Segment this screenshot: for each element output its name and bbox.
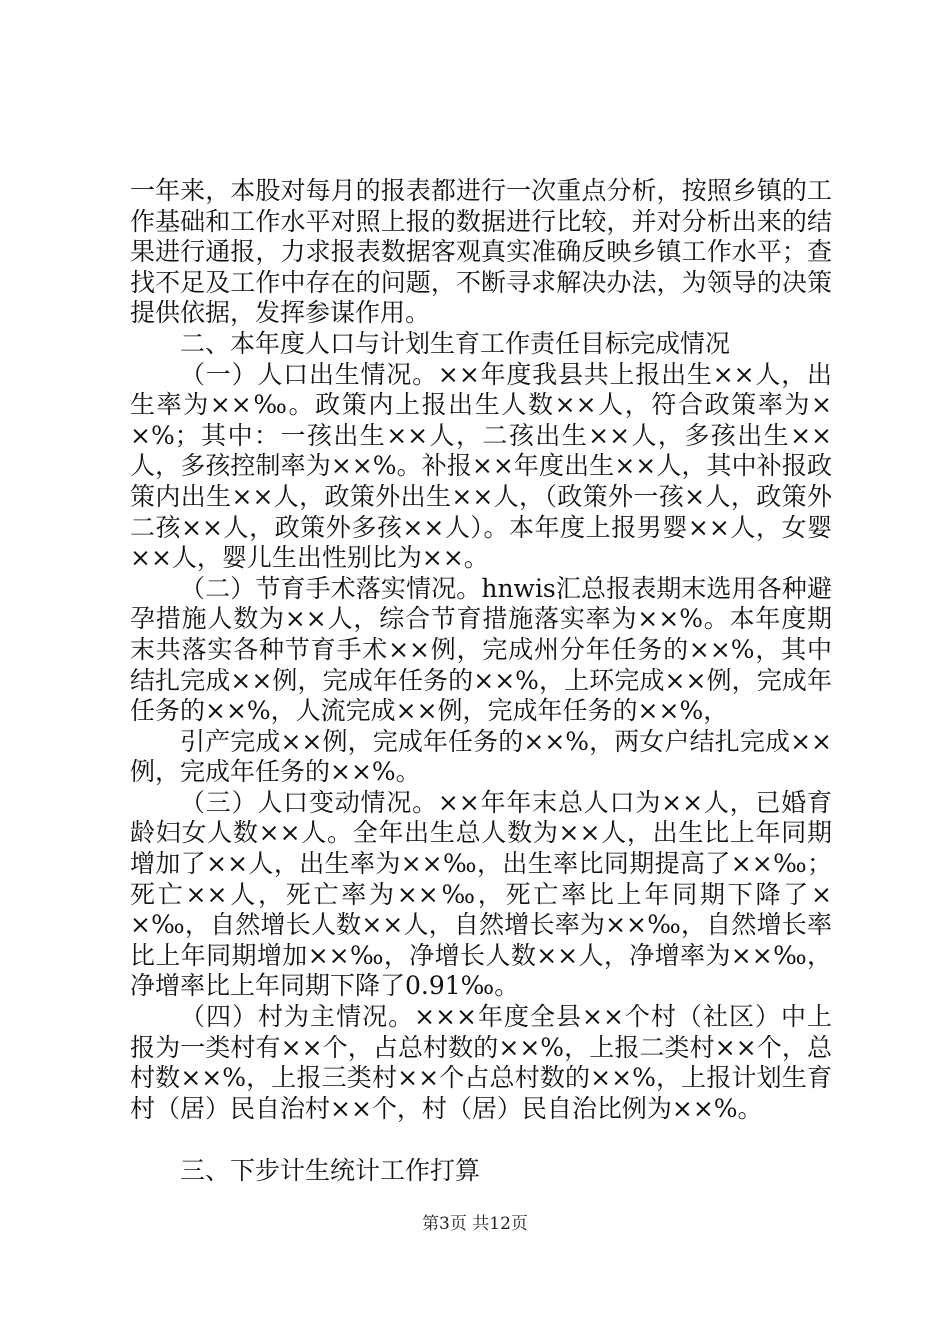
paragraph-birth-status: （一）人口出生情况。××年度我县共上报出生××人，出生率为××‰。政策内上报出生人数××人，符合政策率为××%；其中：一孩出生××人，二孩出生××人，多孩出生××人，多孩控制率为××%。补报××年度出生××人，其中补报政策内出生××人，政策外出生××人，（政策外一孩×人，政策外二孩××人，政策外多孩××人）。本年度上报男婴××人，女婴××人，婴儿生出性别比为××。 — [130, 359, 832, 573]
document-body — [130, 176, 832, 1187]
paragraph-birth-control-surgery-continued: 引产完成××例，完成年任务的××%，两女户结扎完成××例，完成年任务的××%。 — [130, 726, 832, 787]
paragraph-birth-control-surgery: （二）节育手术落实情况。hnwis汇总报表期末选用各种避孕措施人数为××人，综合节育措施落实率为××%。本年度期末共落实各种节育手术××例，完成州分年任务的××%，其中结扎完成××例，完成年任务的××%，上环完成××例，完成年任务的××%，人流完成××例，完成年任务的××%， — [130, 573, 832, 726]
paragraph-village-status: （四）村为主情况。×××年度全县××个村（社区）中上报为一类村有××个，占总村数的××%，上报二类村××个，总村数××%，上报三类村××个占总村数的××%，上报计划生育村（居）民自治村××个，村（居）民自治比例为××%。 — [130, 1002, 832, 1123]
section-heading-3: 三、下步计生统计工作打算 — [180, 1156, 481, 1186]
paragraph-population-change: （三）人口变动情况。××年年末总人口为××人，已婚育龄妇女人数××人。全年出生总人数为××人，出生比上年同期增加了××人，出生率为××‰，出生率比同期提高了××‰；死亡××人，死亡率为××‰，死亡率比上年同期下降了××‰，自然增长人数××人，自然增长率为××‰，自然增长率比上年同期增加××‰，净增长人数××人，净增率为××‰，净增率比上年同期下降了0.91‰。 — [130, 787, 832, 1001]
intro-paragraph: 一年来，本股对每月的报表都进行一次重点分析，按照乡镇的工作基础和工作水平对照上报的数据进行比较，并对分析出来的结果进行通报，力求报表数据客观真实准确反映乡镇工作水平；查找不足及工作中存在的问题，不断寻求解决办法，为领导的决策提供依据，发挥参谋作用。 — [130, 176, 832, 328]
page-number-footer: 第3页 共12页 — [422, 1214, 528, 1234]
section-heading-2: 二、本年度人口与计划生育工作责任目标完成情况 — [180, 328, 731, 358]
